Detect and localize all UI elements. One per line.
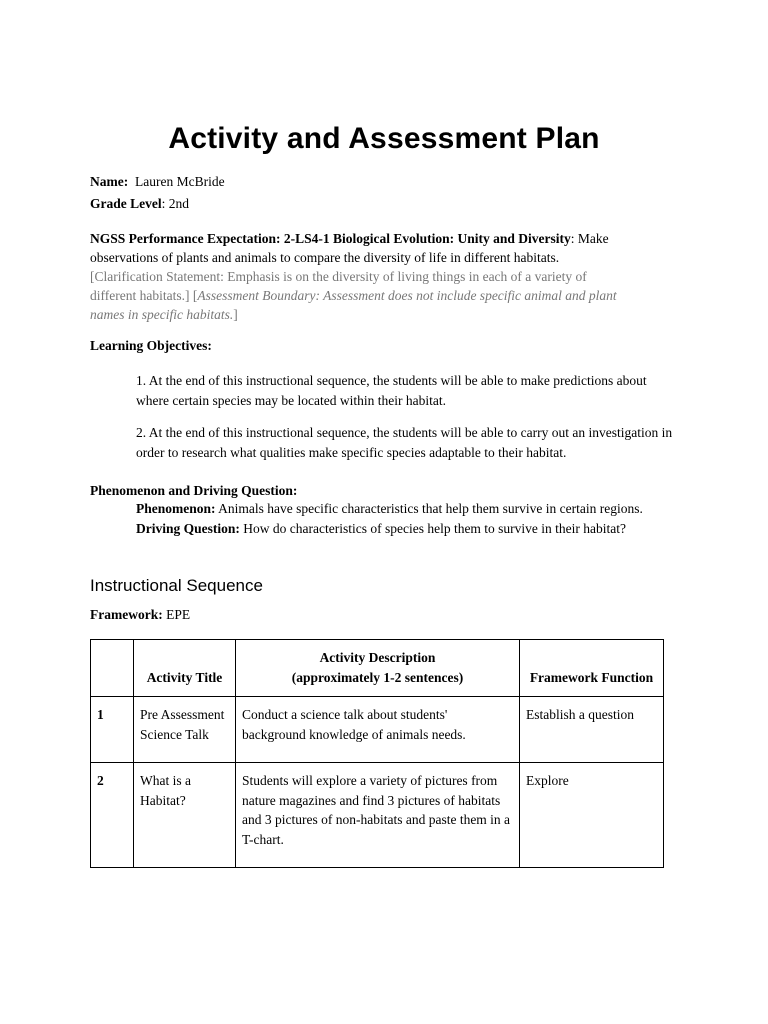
instructional-sequence-heading: Instructional Sequence [90,576,263,595]
row-framework-function: Establish a question [520,697,664,763]
driving-question-text: How do characteristics of species help them to survive in their habitat? [239,521,627,536]
name-line [90,174,225,190]
phenomenon-heading: Phenomenon and Driving Question: [90,483,298,498]
row-number: 1 [91,697,134,763]
objective-item-2: 2. At the end of this instructional sequence, the students will be able to carry out an investigation in order to research what qualities make specific species adaptable to their habitat. [136,425,673,460]
header-activity-title: Activity Title [134,640,236,697]
grade-line [90,196,189,212]
ngss-label: NGSS Performance Expectation: 2-LS4-1 Biological Evolution: Unity and Diversity [90,231,571,246]
name-value: Lauren McBride [134,174,225,189]
boundary-open: [ [192,288,198,303]
driving-question-line [136,521,626,537]
instructional-sequence-table [90,639,664,868]
framework-line [90,607,190,623]
framework-value: EPE [162,607,191,622]
row-activity-description: Conduct a science talk about students' background knowledge of animals needs. [236,697,520,763]
framework-label: Framework: [90,607,163,622]
ngss-paragraph [90,229,635,324]
header-framework-function: Framework Function [520,640,664,697]
row-framework-function: Explore [520,763,664,868]
row-activity-title: What is a Habitat? [134,763,236,868]
objective-item-1: 1. At the end of this instructional sequence, the students will be able to make predictions about where certain species may be located within their habitat. [136,373,647,408]
page-title: Activity and Assessment Plan [168,122,600,155]
table-row [91,697,664,763]
grade-value: : 2nd [161,196,189,211]
objectives-heading: Learning Objectives: [90,338,212,353]
clarification-statement: [Clarification Statement: Emphasis is on the diversity of living things in each of a variety of different habitats.] [90,269,587,303]
grade-label: Grade Level [90,196,162,211]
table-row [91,763,664,868]
header-activity-description: Activity Description (approximately 1-2 sentences) [236,640,520,697]
row-number: 2 [91,763,134,868]
row-activity-description: Students will explore a variety of pictures from nature magazines and find 3 pictures of habitats and 3 pictures of non-habitats and paste them in a T-chart. [236,763,520,868]
driving-question-label: Driving Question: [136,521,240,536]
phenomenon-line [136,501,643,517]
ngss-text: : Make observations of plants and animals to compare the diversity of life in different habitats. [90,231,609,265]
name-label: Name: [90,174,129,189]
row-activity-title: Pre Assessment Science Talk [134,697,236,763]
assessment-boundary: Assessment Boundary: Assessment does not include specific animal and plant names in specific habitats. [90,288,617,322]
boundary-close: ] [233,307,238,322]
header-number [91,640,134,697]
table-header-row [91,640,664,697]
phenomenon-text: Animals have specific characteristics that help them survive in certain regions. [215,501,643,516]
phenomenon-label: Phenomenon: [136,501,216,516]
